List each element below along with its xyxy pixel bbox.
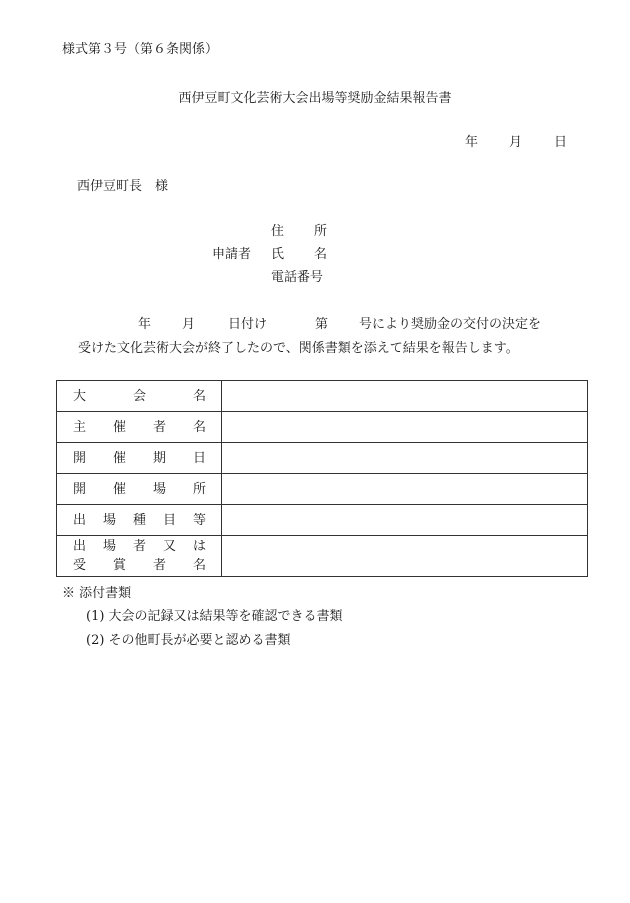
table-row xyxy=(57,381,588,412)
label-char: 開 xyxy=(73,450,87,466)
label-char: 催 xyxy=(112,481,126,497)
label-char: 名 xyxy=(192,388,206,404)
table-row xyxy=(57,443,588,474)
label-char: 場 xyxy=(102,539,116,554)
row-value-organizer[interactable] xyxy=(222,412,588,443)
attachment-item-1: (1) 大会の記録又は結果等を確認できる書類 xyxy=(86,609,343,624)
phone-label: 電話番号 xyxy=(271,270,324,285)
label-char: 期 xyxy=(152,450,166,466)
table-row xyxy=(57,412,588,443)
table-row xyxy=(57,505,588,536)
row-label-events xyxy=(57,505,222,536)
label-char: 出 xyxy=(73,539,87,554)
document-title: 西伊豆町文化芸術大会出場等奨励金結果報告書 xyxy=(178,91,452,106)
body-date-suffix: 日付け xyxy=(228,317,268,332)
label-char: 場 xyxy=(102,512,116,528)
label-char: 者 xyxy=(132,539,146,554)
date-day-label: 日 xyxy=(554,135,568,150)
table-row xyxy=(57,474,588,505)
row-value-events[interactable] xyxy=(222,505,588,536)
row-value-participants-awardees[interactable] xyxy=(222,536,588,577)
row-label-venue xyxy=(57,474,222,505)
attachment-item-2: (2) その他町長が必要と認める書類 xyxy=(86,633,291,648)
label-char: 出 xyxy=(73,512,87,528)
body-month: 月 xyxy=(182,317,196,332)
applicant-role-label: 申請者 xyxy=(212,247,252,262)
row-label-tournament-name xyxy=(57,381,222,412)
row-value-venue[interactable] xyxy=(222,474,588,505)
body-line-2: 受けた文化芸術大会が終了したので、関係書類を添えて結果を報告します。 xyxy=(78,341,519,356)
date-year-label: 年 xyxy=(465,135,479,150)
row-label-participants-awardees xyxy=(57,536,222,577)
table-row xyxy=(57,536,588,577)
name-label-1: 氏 xyxy=(271,247,285,262)
label-char: 開 xyxy=(73,481,87,497)
label-char: 種 xyxy=(132,512,146,528)
name-label-2: 名 xyxy=(314,247,328,262)
label-char: 目 xyxy=(162,512,176,528)
attachments-heading: ※ 添付書類 xyxy=(62,586,132,601)
row-label-dates xyxy=(57,443,222,474)
row-value-dates[interactable] xyxy=(222,443,588,474)
address-label-1: 住 xyxy=(271,224,285,239)
addressee: 西伊豆町長 様 xyxy=(77,179,169,194)
label-char: 賞 xyxy=(112,558,126,573)
label-char: 主 xyxy=(73,419,87,435)
report-table xyxy=(56,380,588,577)
body-number-prefix: 第 xyxy=(315,317,329,332)
label-char: 者 xyxy=(152,419,166,435)
label-char: 場 xyxy=(152,481,166,497)
label-char: は xyxy=(192,539,206,554)
form-number: 様式第３号（第６条関係） xyxy=(62,42,219,57)
label-char: 催 xyxy=(112,419,126,435)
label-char: 者 xyxy=(152,558,166,573)
label-char: 受 xyxy=(73,558,87,573)
body-year: 年 xyxy=(138,317,152,332)
date-month-label: 月 xyxy=(509,135,523,150)
label-char: 会 xyxy=(132,388,146,404)
label-char: 又 xyxy=(162,539,176,554)
label-char: 大 xyxy=(73,388,87,404)
body-line1-tail: 号により奨励金の交付の決定を xyxy=(359,317,542,332)
label-char: 催 xyxy=(112,450,126,466)
label-char: 所 xyxy=(192,481,206,497)
address-label-2: 所 xyxy=(314,224,328,239)
label-char: 名 xyxy=(192,558,206,573)
label-char: 名 xyxy=(192,419,206,435)
label-char: 日 xyxy=(192,450,206,466)
row-value-tournament-name[interactable] xyxy=(222,381,588,412)
label-char: 等 xyxy=(192,512,206,528)
row-label-organizer xyxy=(57,412,222,443)
